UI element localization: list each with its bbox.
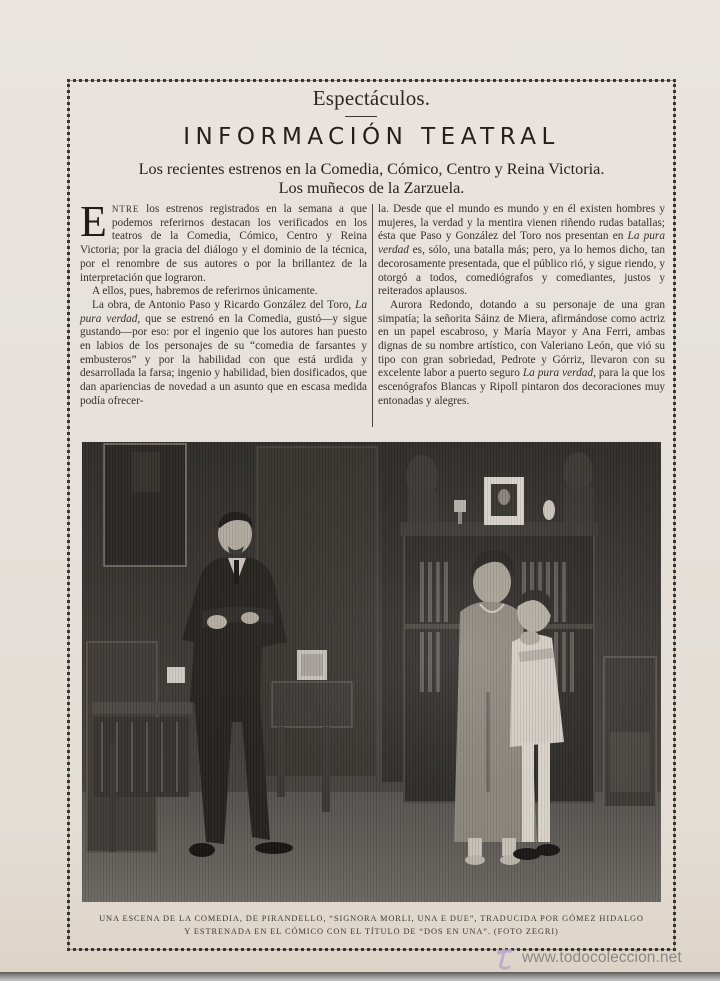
paragraph-text: Aurora Redondo, dotando a su personaje de una gran simpatía; la señorita Sáinz de Miera, afirmándose como actriz en un papel escabroso, y María Mayor y Ana Ferri, ambas dignas de su nombre artístico, con Valeriano León, que vió su tipo con gran sobriedad, Pedrote y Górriz, llevaron con su excelente labor a puerto seguro	[378, 298, 665, 380]
photo-caption	[67, 912, 676, 938]
paragraph-text: los estrenos registrados en la semana a que podemos referirnos destacan los verificados en los teatros de la Comedia, Cómico, Centro y Reina Victoria; por la gracia del diálogo y el dominio de la técnica, por el renombre de sus autores o por la brillantez de la interpretación que lograron.	[80, 203, 367, 284]
page-edge-shadow	[0, 972, 720, 981]
paragraph-text: , que se estrenó en la Comedia, gustó—y sigue gustando—por eso: por el ingenio que los autores han puesto en labios de los personajes de su “comedia de farsantes y embusteros” y por la habilidad con que está urdida y desarrollada la farsa; ingenio y habilidad, bien dosificados, que dan apariencias de novedad a un asunto que en escasa medida podía ofrecer-	[80, 312, 367, 407]
caption-line-1: UNA ESCENA DE LA COMEDIA, DE PIRANDELLO, “SIGNORA MORLI, UNA E DUE”, TRADUCIDA POR GÓMEZ HIDALGO	[99, 914, 644, 923]
stage-scene-photograph	[82, 442, 661, 902]
article-column-left	[80, 197, 367, 409]
play-title-italic: La pura verdad	[80, 298, 367, 325]
paragraph	[80, 299, 367, 409]
title-divider-rule	[345, 116, 377, 117]
paragraph	[378, 299, 665, 409]
paragraph	[378, 203, 665, 299]
lead-smallcaps: NTRE	[111, 204, 140, 214]
article-headline: INFORMACIÓN TEATRAL	[183, 124, 560, 150]
paragraph-text: , para la que los escenógrafos Blancas y Ripoll pintaron dos decoraciones muy entonadas y alegres.	[378, 367, 665, 407]
watermark-text: www.todocoleccion.net	[522, 949, 682, 966]
article-subtitle	[67, 160, 676, 198]
drop-cap: E	[80, 197, 107, 246]
caption-line-2: Y ESTRENADA EN EL CÓMICO CON EL TÍTULO DE “DOS EN UNA”. (FOTO ZEGRI)	[184, 927, 559, 936]
play-title-italic: La pura verdad	[378, 230, 665, 257]
article-column-right	[378, 203, 665, 409]
column-divider	[372, 204, 373, 427]
paragraph-text: la. Desde que el mundo es mundo y en él existen hombres y mujeres, la verdad y la mentira vienen riñendo rudas batallas; ésta que Paso y González del Toro nos presentan en	[378, 203, 665, 243]
watermark	[494, 946, 682, 970]
section-title: Espectáculos.	[312, 86, 431, 110]
paragraph: A ellos, pues, habremos de referirnos únicamente.	[92, 285, 318, 298]
paragraph-text: La obra, de Antonio Paso y Ricardo González del Toro,	[92, 298, 356, 311]
subtitle-line-2: Los muñecos de la Zarzuela.	[278, 179, 465, 197]
photo-illustration	[82, 442, 661, 902]
paragraph-text: es, sólo, una batalla más; pero, ya lo hemos dicho, tan decorosamente presentada, que el público rió, y sigue riendo, y otorgó a todos, comediógrafos y comediantes, justos y reiterados aplausos.	[378, 244, 665, 298]
paragraph-intro	[80, 197, 367, 285]
subtitle-line-1: Los recientes estrenos en la Comedia, Cómico, Centro y Reina Victoria.	[138, 160, 605, 178]
play-title-italic: La pura verdad	[522, 367, 594, 380]
todocoleccion-logo-icon	[494, 946, 516, 970]
